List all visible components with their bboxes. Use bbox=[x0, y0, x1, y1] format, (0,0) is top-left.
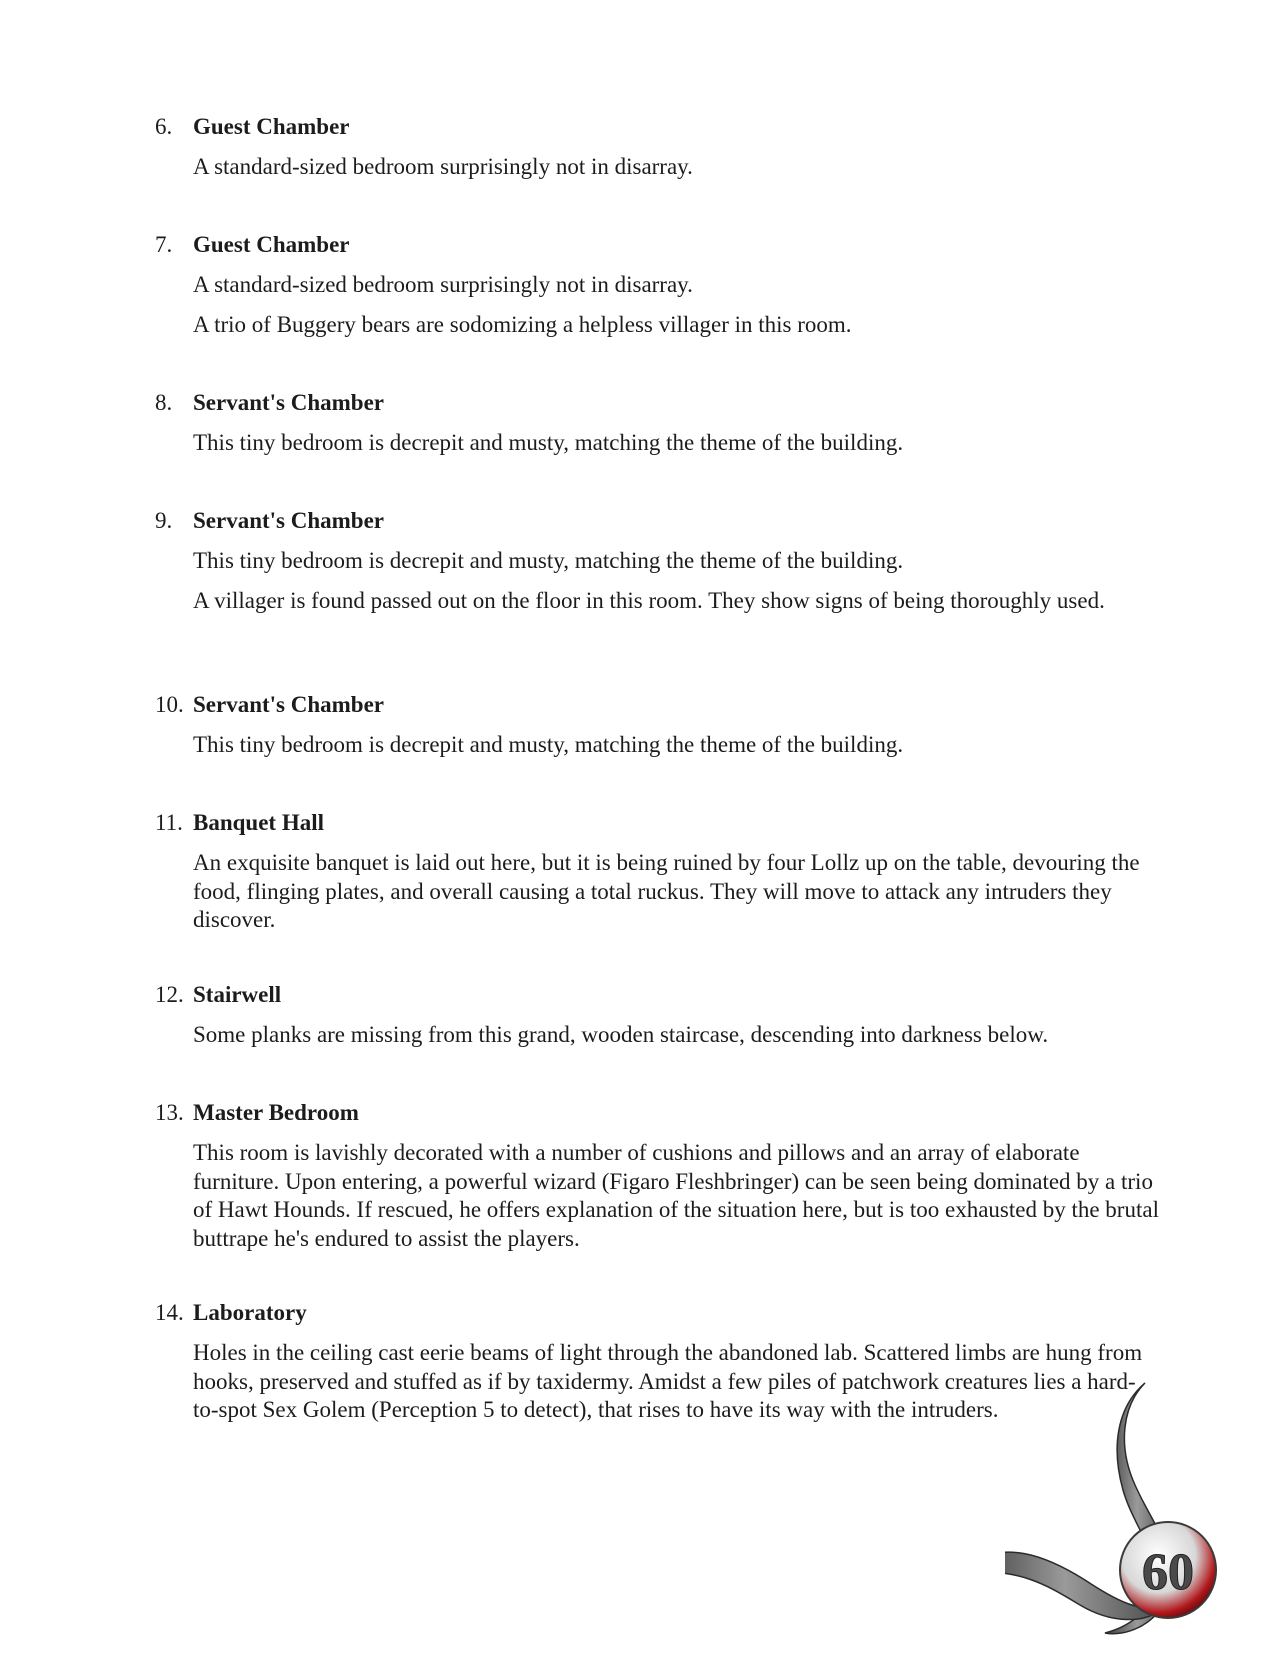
room-entry-14 bbox=[155, 1298, 1145, 1436]
entry-description bbox=[193, 429, 1165, 458]
entry-number: 13. bbox=[155, 1100, 184, 1125]
entry-paragraph: This room is lavishly decorated with a number of cushions and pillows and an array of elaborate furniture. Upon entering, a powerful wizard (Figaro Fleshbringer) can be seen being dominated by a trio of Hawt Hounds. If rescued, he offers explanation of the situation here, but is too exhausted by the brutal buttrape he's endured to assist the players. bbox=[193, 1140, 1159, 1251]
entry-number: 7. bbox=[155, 232, 173, 257]
entry-heading bbox=[155, 690, 1165, 720]
entry-paragraph: This tiny bedroom is decrepit and musty, matching the theme of the building. bbox=[193, 430, 904, 455]
room-entry-6 bbox=[155, 112, 1165, 193]
entry-description bbox=[193, 153, 1165, 182]
entry-number: 12. bbox=[155, 982, 184, 1007]
entry-number: 14. bbox=[155, 1300, 184, 1325]
entry-title: Master Bedroom bbox=[193, 1100, 359, 1125]
entry-title: Servant's Chamber bbox=[193, 692, 385, 717]
tentacle-graphic bbox=[1005, 1375, 1275, 1655]
entry-description bbox=[193, 731, 1165, 760]
entry-paragraph: An exquisite banquet is laid out here, but it is being ruined by four Lollz up on the table, devouring the food, flinging plates, and overall causing a total ruckus. They will move to attack any intruders they discover. bbox=[193, 850, 1140, 932]
page-number: 60 bbox=[1142, 1544, 1194, 1601]
entry-title: Stairwell bbox=[193, 982, 282, 1007]
entry-heading bbox=[155, 1298, 1145, 1328]
entry-title: Servant's Chamber bbox=[193, 508, 385, 533]
room-entry-12 bbox=[155, 980, 1165, 1061]
entry-heading bbox=[155, 388, 1165, 418]
room-entry-11 bbox=[155, 808, 1165, 946]
entry-description bbox=[193, 1139, 1165, 1253]
room-entry-7 bbox=[155, 230, 1165, 350]
entry-paragraph: Some planks are missing from this grand, wooden staircase, descending into darkness below. bbox=[193, 1022, 1049, 1047]
entry-number: 10. bbox=[155, 692, 184, 717]
entry-heading bbox=[155, 808, 1165, 838]
entry-title: Laboratory bbox=[193, 1300, 307, 1325]
entry-title: Guest Chamber bbox=[193, 114, 350, 139]
room-entry-13 bbox=[155, 1098, 1165, 1264]
entry-heading bbox=[155, 506, 1165, 536]
entry-number: 9. bbox=[155, 508, 173, 533]
entry-description bbox=[193, 271, 1165, 339]
entry-description bbox=[193, 547, 1165, 615]
tentacle-page-number-badge-icon bbox=[1005, 1375, 1275, 1655]
entry-title: Banquet Hall bbox=[193, 810, 325, 835]
entry-heading bbox=[155, 980, 1165, 1010]
entry-heading bbox=[155, 112, 1165, 142]
entry-paragraph: A trio of Buggery bears are sodomizing a helpless villager in this room. bbox=[193, 311, 852, 337]
entry-paragraph: Holes in the ceiling cast eerie beams of light through the abandoned lab. Scattered limbs are hung from hooks, preserved and stuffed as if by taxidermy. Amidst a few piles of patchwork creatures lies a hard-to-spot Sex Golem (Perception 5 to detect), that rises to have its way with the intruders. bbox=[193, 1340, 1143, 1422]
room-entry-10 bbox=[155, 690, 1165, 771]
entry-description bbox=[193, 1021, 1165, 1050]
entry-number: 8. bbox=[155, 390, 173, 415]
entry-paragraph: A standard-sized bedroom surprisingly not in disarray. bbox=[193, 154, 693, 179]
entry-title: Servant's Chamber bbox=[193, 390, 385, 415]
entry-paragraph: This tiny bedroom is decrepit and musty, matching the theme of the building. bbox=[193, 732, 904, 757]
entry-description bbox=[193, 1339, 1145, 1425]
entry-number: 6. bbox=[155, 114, 173, 139]
entry-number: 11. bbox=[155, 810, 183, 835]
room-entry-9 bbox=[155, 506, 1165, 626]
room-entry-8 bbox=[155, 388, 1165, 469]
entry-description bbox=[193, 849, 1165, 935]
entry-heading bbox=[155, 1098, 1165, 1128]
entry-paragraph: A standard-sized bedroom surprisingly not in disarray. bbox=[193, 272, 693, 297]
entry-paragraph: A villager is found passed out on the floor in this room. They show signs of being thoroughly used. bbox=[193, 587, 1105, 613]
entry-heading bbox=[155, 230, 1165, 260]
entry-paragraph: This tiny bedroom is decrepit and musty, matching the theme of the building. bbox=[193, 548, 904, 573]
entry-title: Guest Chamber bbox=[193, 232, 350, 257]
